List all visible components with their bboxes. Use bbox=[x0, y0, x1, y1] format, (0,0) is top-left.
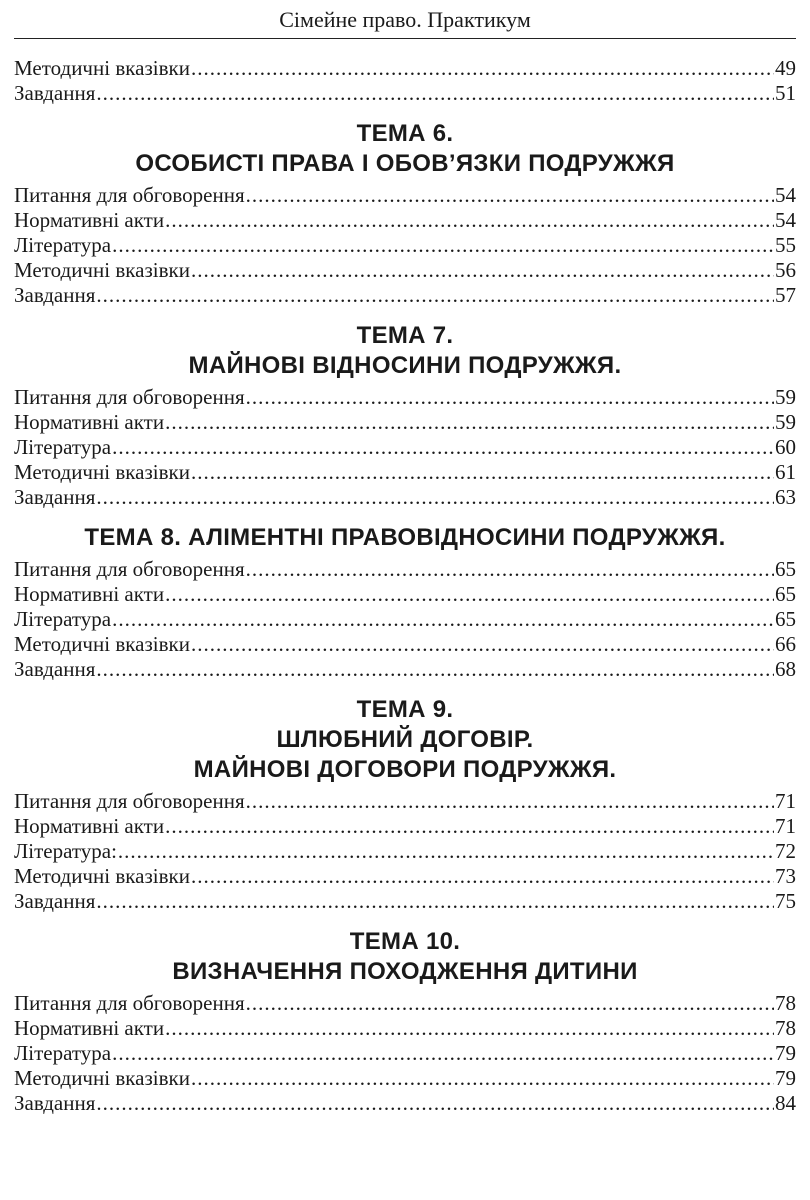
theme-heading bbox=[14, 119, 796, 179]
toc-entry bbox=[14, 435, 796, 460]
toc-entry-label: Завдання bbox=[14, 283, 96, 307]
toc-page-number: 78 bbox=[775, 1016, 796, 1040]
toc-entry-label: Завдання bbox=[14, 485, 96, 509]
theme-heading bbox=[14, 321, 796, 381]
toc-entry-label: Методичні вказівки bbox=[14, 460, 190, 484]
theme-heading bbox=[14, 523, 796, 553]
dot-leader bbox=[191, 1066, 774, 1091]
toc-entry bbox=[14, 814, 796, 839]
header-rule bbox=[14, 38, 796, 39]
theme-heading-line: МАЙНОВІ ВІДНОСИНИ ПОДРУЖЖЯ. bbox=[188, 352, 622, 379]
toc-entry-label: Питання для обговорення bbox=[14, 385, 245, 409]
toc-entry bbox=[14, 789, 796, 814]
toc-entry-label: Завдання bbox=[14, 81, 96, 105]
toc-entry bbox=[14, 258, 796, 283]
toc-entry-label: Методичні вказівки bbox=[14, 258, 190, 282]
toc-entry bbox=[14, 864, 796, 889]
toc-page-number: 51 bbox=[775, 81, 796, 105]
toc-entry-label: Література bbox=[14, 607, 112, 631]
toc-entry bbox=[14, 657, 796, 682]
toc-page-number: 68 bbox=[775, 657, 796, 681]
dot-leader bbox=[246, 183, 774, 208]
dot-leader bbox=[96, 889, 774, 914]
toc-page-number: 72 bbox=[775, 839, 796, 863]
toc-section bbox=[14, 523, 796, 682]
dot-leader bbox=[246, 789, 774, 814]
toc-page-number: 57 bbox=[775, 283, 796, 307]
dot-leader bbox=[191, 460, 774, 485]
toc-entry bbox=[14, 485, 796, 510]
toc-entry bbox=[14, 607, 796, 632]
dot-leader bbox=[191, 632, 774, 657]
toc-entry bbox=[14, 582, 796, 607]
toc-page-number: 55 bbox=[775, 233, 796, 257]
toc-page-number: 54 bbox=[775, 183, 796, 207]
toc-entry-label: Нормативні акти bbox=[14, 582, 165, 606]
toc-entry bbox=[14, 632, 796, 657]
dot-leader bbox=[165, 814, 774, 839]
toc-entry-label: Нормативні акти bbox=[14, 814, 165, 838]
dot-leader bbox=[165, 1016, 774, 1041]
toc-page-number: 61 bbox=[775, 460, 796, 484]
theme-heading-line: ТЕМА 9. bbox=[356, 696, 454, 723]
toc-entry bbox=[14, 410, 796, 435]
toc-page-number: 65 bbox=[775, 607, 796, 631]
theme-heading-line: ВИЗНАЧЕННЯ ПОХОДЖЕННЯ ДИТИНИ bbox=[172, 958, 638, 985]
toc-entry-label: Завдання bbox=[14, 889, 96, 913]
toc-entry bbox=[14, 557, 796, 582]
dot-leader bbox=[96, 283, 774, 308]
toc-section bbox=[14, 695, 796, 914]
dot-leader bbox=[96, 1091, 774, 1116]
toc-entry bbox=[14, 233, 796, 258]
toc-entry bbox=[14, 183, 796, 208]
dot-leader bbox=[96, 657, 774, 682]
dot-leader bbox=[246, 385, 774, 410]
toc-section bbox=[14, 56, 796, 106]
toc-page-number: 60 bbox=[775, 435, 796, 459]
dot-leader bbox=[96, 485, 774, 510]
toc-page-number: 59 bbox=[775, 410, 796, 434]
theme-heading bbox=[14, 695, 796, 785]
dot-leader bbox=[112, 435, 774, 460]
toc-page-number: 84 bbox=[775, 1091, 796, 1115]
toc-entry bbox=[14, 889, 796, 914]
toc-page-number: 75 bbox=[775, 889, 796, 913]
dot-leader bbox=[96, 81, 774, 106]
theme-heading-line: ТЕМА 10. bbox=[349, 928, 461, 955]
table-of-contents bbox=[14, 56, 796, 1116]
toc-entry bbox=[14, 1091, 796, 1116]
toc-page-number: 73 bbox=[775, 864, 796, 888]
toc-entry bbox=[14, 283, 796, 308]
toc-entry-label: Завдання bbox=[14, 1091, 96, 1115]
toc-entry bbox=[14, 839, 796, 864]
toc-page-number: 71 bbox=[775, 789, 796, 813]
toc-entry-label: Питання для обговорення bbox=[14, 183, 245, 207]
dot-leader bbox=[191, 864, 774, 889]
theme-heading-line: МАЙНОВІ ДОГОВОРИ ПОДРУЖЖЯ. bbox=[193, 756, 617, 783]
theme-heading-line: ТЕМА 7. bbox=[356, 322, 454, 349]
running-header: Сімейне право. Практикум bbox=[279, 7, 531, 32]
toc-entry-label: Питання для обговорення bbox=[14, 789, 245, 813]
dot-leader bbox=[191, 258, 774, 283]
theme-heading-line: ШЛЮБНИЙ ДОГОВІР. bbox=[276, 726, 534, 753]
theme-heading-line: ТЕМА 6. bbox=[356, 120, 454, 147]
toc-entry bbox=[14, 385, 796, 410]
toc-section bbox=[14, 321, 796, 510]
toc-page-number: 79 bbox=[775, 1066, 796, 1090]
toc-entry-label: Завдання bbox=[14, 657, 96, 681]
toc-page-number: 59 bbox=[775, 385, 796, 409]
toc-page-number: 65 bbox=[775, 582, 796, 606]
dot-leader bbox=[112, 1041, 774, 1066]
dot-leader bbox=[118, 839, 774, 864]
toc-entry-label: Методичні вказівки bbox=[14, 56, 190, 80]
toc-page-number: 66 bbox=[775, 632, 796, 656]
toc-entry bbox=[14, 1041, 796, 1066]
toc-entry-label: Література bbox=[14, 233, 112, 257]
dot-leader bbox=[165, 582, 774, 607]
dot-leader bbox=[112, 607, 774, 632]
dot-leader bbox=[165, 410, 774, 435]
toc-entry-label: Питання для обговорення bbox=[14, 557, 245, 581]
toc-page-number: 71 bbox=[775, 814, 796, 838]
toc-entry bbox=[14, 991, 796, 1016]
toc-entry-label: Нормативні акти bbox=[14, 410, 165, 434]
toc-section bbox=[14, 119, 796, 308]
toc-entry-label: Література bbox=[14, 435, 112, 459]
toc-entry bbox=[14, 460, 796, 485]
toc-entry-label: Література: bbox=[14, 839, 117, 863]
theme-heading-line: ТЕМА 8. АЛІМЕНТНІ ПРАВОВІДНОСИНИ ПОДРУЖЖЯ. bbox=[84, 524, 726, 551]
toc-entry-label: Питання для обговорення bbox=[14, 991, 245, 1015]
toc-entry-label: Методичні вказівки bbox=[14, 1066, 190, 1090]
toc-page-number: 54 bbox=[775, 208, 796, 232]
dot-leader bbox=[112, 233, 774, 258]
toc-entry bbox=[14, 208, 796, 233]
toc-entry bbox=[14, 1016, 796, 1041]
toc-page-number: 56 bbox=[775, 258, 796, 282]
toc-section bbox=[14, 927, 796, 1116]
toc-entry bbox=[14, 81, 796, 106]
toc-page-number: 63 bbox=[775, 485, 796, 509]
toc-entry-label: Методичні вказівки bbox=[14, 864, 190, 888]
toc-entry-label: Методичні вказівки bbox=[14, 632, 190, 656]
toc-page-number: 78 bbox=[775, 991, 796, 1015]
toc-entry bbox=[14, 1066, 796, 1091]
dot-leader bbox=[191, 56, 774, 81]
dot-leader bbox=[165, 208, 774, 233]
toc-page-number: 65 bbox=[775, 557, 796, 581]
toc-page-number: 79 bbox=[775, 1041, 796, 1065]
dot-leader bbox=[246, 557, 774, 582]
toc-entry-label: Нормативні акти bbox=[14, 208, 165, 232]
theme-heading-line: ОСОБИСТІ ПРАВА І ОБОВ’ЯЗКИ ПОДРУЖЖЯ bbox=[135, 150, 675, 177]
toc-entry-label: Нормативні акти bbox=[14, 1016, 165, 1040]
toc-entry bbox=[14, 56, 796, 81]
toc-page-number: 49 bbox=[775, 56, 796, 80]
toc-entry-label: Література bbox=[14, 1041, 112, 1065]
dot-leader bbox=[246, 991, 774, 1016]
theme-heading bbox=[14, 927, 796, 987]
